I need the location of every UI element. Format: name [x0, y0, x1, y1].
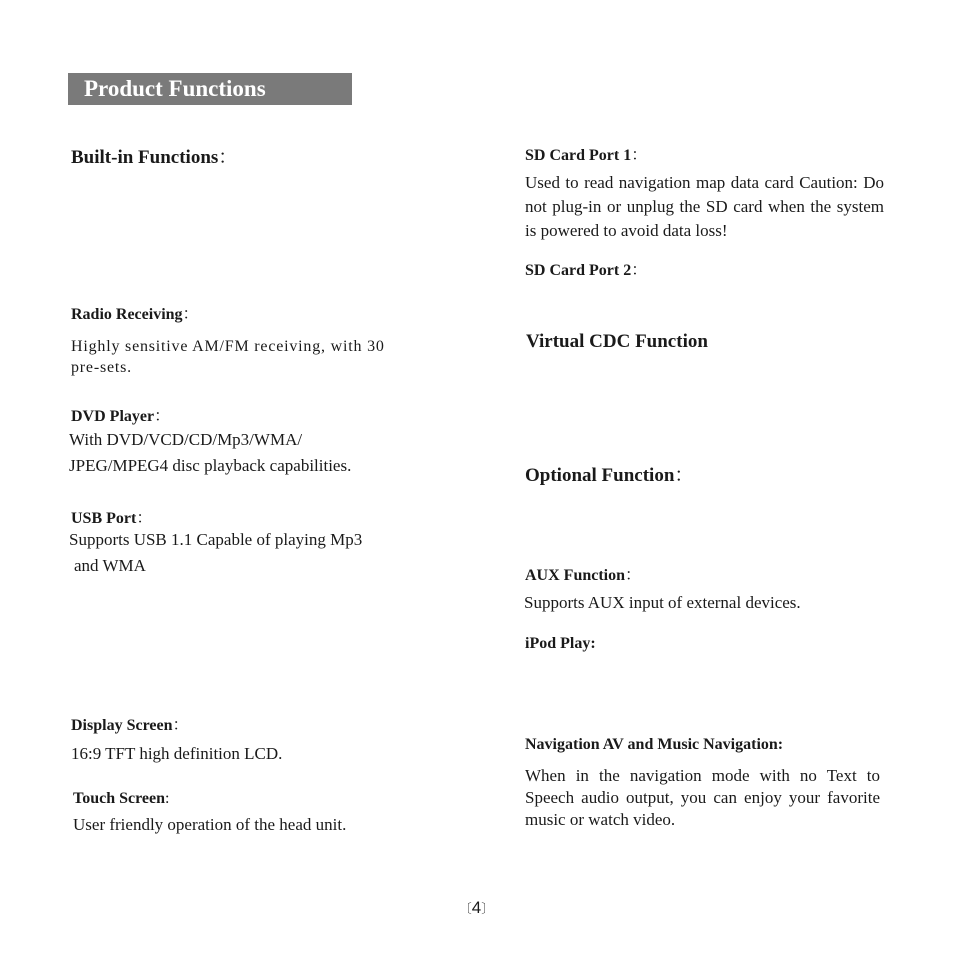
display-screen-heading [71, 712, 189, 735]
navigation-av-heading: Navigation AV and Music Navigation: [525, 736, 784, 753]
colon: ： [172, 717, 189, 734]
dvd-player-heading [71, 403, 170, 426]
touch-screen-text: User friendly operation of the head unit. [73, 815, 347, 834]
colon: ： [182, 306, 199, 323]
page-title: Product Functions [68, 73, 352, 105]
ipod-play-heading: iPod Play: [525, 635, 596, 652]
page-number [0, 898, 953, 918]
usb-port-heading [71, 505, 152, 528]
sd-card-port-1-heading [525, 142, 647, 165]
dvd-player-text-line2: JPEG/MPEG4 disc playback capabilities. [69, 456, 352, 475]
aux-function-text: Supports AUX input of external devices. [524, 593, 801, 612]
aux-function-title: AUX Function [525, 567, 626, 584]
usb-port-text-line1: Supports USB 1.1 Capable of playing Mp3 [69, 530, 363, 549]
usb-port-title: USB Port [71, 510, 137, 527]
touch-screen-title: Touch Screen [73, 790, 166, 807]
colon: ： [136, 510, 153, 527]
navigation-av-text: When in the navigation mode with no Text to Speech audio output, you can enjoy your favorite music or watch video. [525, 766, 880, 829]
colon: ： [631, 147, 648, 164]
sd-card-port-2-heading [525, 257, 647, 280]
sd-card-port-1-text: Used to read navigation map data card Caution: Do not plug-in or unplug the SD card when the system is powered to avoid data loss! [525, 173, 884, 240]
sd-card-port-1-title: SD Card Port 1 [525, 147, 632, 164]
optional-function-title: Optional Function [525, 465, 675, 486]
usb-port-text-line2: and WMA [74, 556, 146, 575]
colon: ： [218, 147, 238, 168]
radio-receiving-title: Radio Receiving [71, 306, 183, 323]
sd-card-port-2-title: SD Card Port 2 [525, 262, 632, 279]
colon: ： [625, 567, 642, 584]
colon: : [165, 790, 170, 807]
page-number-open-bracket: 〔 [458, 901, 472, 916]
dvd-player-text-line1: With DVD/VCD/CD/Mp3/WMA/ [69, 430, 303, 449]
colon: ： [154, 408, 171, 425]
builtin-functions-title: Built-in Functions [71, 147, 219, 168]
virtual-cdc-heading: Virtual CDC Function [526, 331, 708, 352]
radio-receiving-text: Highly sensitive AM/FM receiving, with 30 pre-sets. [71, 338, 385, 376]
aux-function-heading [525, 562, 641, 585]
colon: ： [674, 465, 694, 486]
colon: ： [631, 262, 648, 279]
touch-screen-heading [73, 790, 169, 808]
page-number-close-bracket: 〕 [481, 901, 495, 916]
dvd-player-title: DVD Player [71, 408, 155, 425]
display-screen-title: Display Screen [71, 717, 173, 734]
builtin-functions-heading [71, 142, 237, 169]
optional-function-heading [525, 460, 693, 487]
display-screen-text: 16:9 TFT high definition LCD. [71, 744, 283, 763]
page-number-value: 4 [471, 898, 482, 917]
radio-receiving-heading [71, 301, 199, 324]
